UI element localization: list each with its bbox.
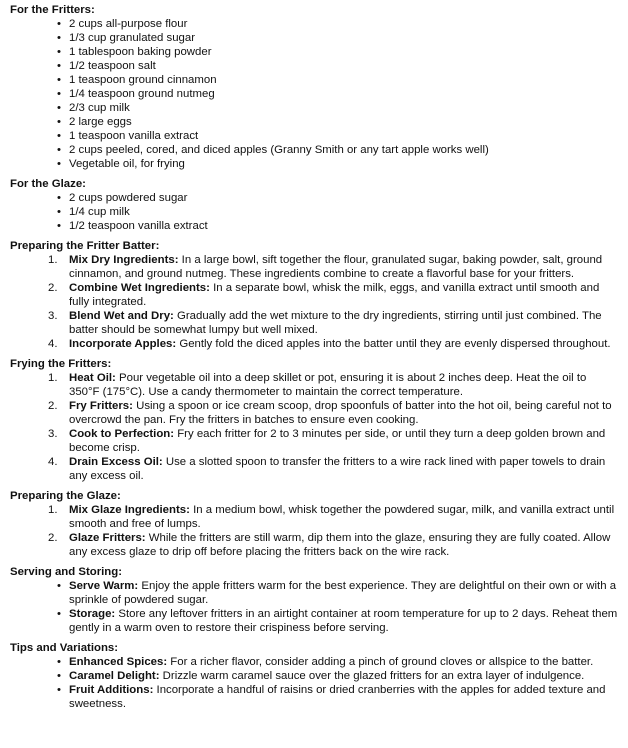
step-list bbox=[10, 371, 618, 483]
ingredient-list bbox=[10, 17, 618, 171]
bullet-icon: • bbox=[57, 60, 61, 72]
list-item: • Caramel Delight: Drizzle warm caramel sauce over the glazed fritters for an extra layer of indulgence. bbox=[57, 670, 585, 682]
list-item: • 1/4 cup milk bbox=[57, 206, 130, 218]
bullet-icon: • bbox=[57, 220, 61, 232]
bullet-icon: • bbox=[57, 102, 61, 114]
list-item: • Storage: Store any leftover fritters in an airtight container at room temperature for up to 2 days. Reheat them gently in a warm oven to restore their crispiness before serving. bbox=[57, 608, 618, 634]
list-item: 3. Blend Wet and Dry: Gradually add the wet mixture to the dry ingredients, stirring until just combined. The batter should be somewhat lumpy but well mixed. bbox=[48, 310, 602, 336]
list-item: • 1 tablespoon baking powder bbox=[57, 46, 212, 58]
bullet-icon: • bbox=[57, 192, 61, 204]
section-heading: Frying the Fritters: bbox=[10, 358, 112, 370]
bullet-icon: • bbox=[57, 88, 61, 100]
list-item: • Fruit Additions: Incorporate a handful of raisins or dried cranberries with the apples for added texture and sweetness. bbox=[57, 684, 606, 710]
section-frying bbox=[10, 357, 618, 483]
bullet-icon: • bbox=[57, 158, 61, 170]
bullet-icon: • bbox=[57, 684, 61, 696]
section-fritters bbox=[10, 3, 618, 171]
bullet-icon: • bbox=[57, 46, 61, 58]
section-serving bbox=[10, 565, 618, 635]
bullet-icon: • bbox=[57, 144, 61, 156]
list-item: 3. Cook to Perfection: Fry each fritter for 2 to 3 minutes per side, or until they turn a deep golden brown and become crisp. bbox=[48, 428, 606, 454]
bullet-icon: • bbox=[57, 116, 61, 128]
bullet-icon: • bbox=[57, 580, 61, 592]
section-tips bbox=[10, 641, 618, 711]
section-batter bbox=[10, 239, 618, 351]
list-item: • Enhanced Spices: For a richer flavor, consider adding a pinch of ground cloves or allspice to the batter. bbox=[57, 656, 594, 668]
step-list bbox=[10, 503, 618, 559]
list-item: • 1/4 teaspoon ground nutmeg bbox=[57, 88, 215, 100]
bullet-icon: • bbox=[57, 130, 61, 142]
ingredient-list bbox=[10, 191, 618, 233]
list-item: • Vegetable oil, for frying bbox=[57, 158, 185, 170]
section-heading: Preparing the Fritter Batter: bbox=[10, 240, 160, 252]
list-item: • 2 cups all-purpose flour bbox=[57, 18, 188, 30]
list-item: 1. Heat Oil: Pour vegetable oil into a deep skillet or pot, ensuring it is about 2 inches deep. Heat the oil to 350°F (175°C). Use a candy thermometer to maintain the correct temperature. bbox=[48, 372, 587, 398]
list-item: • 1 teaspoon vanilla extract bbox=[57, 130, 199, 142]
list-item: 2. Fry Fritters: Using a spoon or ice cream scoop, drop spoonfuls of batter into the hot oil, being careful not to overcrowd the pan. Fry the fritters in batches to ensure even cooking. bbox=[48, 400, 612, 426]
list-item: • 1 teaspoon ground cinnamon bbox=[57, 74, 217, 86]
step-list bbox=[10, 253, 618, 351]
list-item: • 1/2 teaspoon vanilla extract bbox=[57, 220, 208, 232]
bullet-icon: • bbox=[57, 32, 61, 44]
tip-list bbox=[10, 579, 618, 635]
bullet-icon: • bbox=[57, 18, 61, 30]
section-heading: Serving and Storing: bbox=[10, 566, 123, 578]
section-preparing-glaze bbox=[10, 489, 618, 559]
list-item: 2. Combine Wet Ingredients: In a separate bowl, whisk the milk, eggs, and vanilla extract until smooth and fully integrated. bbox=[48, 282, 600, 308]
bullet-icon: • bbox=[57, 670, 61, 682]
list-item: 4. Incorporate Apples: Gently fold the diced apples into the batter until they are evenly dispersed throughout. bbox=[48, 338, 611, 350]
bullet-icon: • bbox=[57, 206, 61, 218]
bullet-icon: • bbox=[57, 74, 61, 86]
section-glaze bbox=[10, 177, 618, 233]
bullet-icon: • bbox=[57, 608, 61, 620]
list-item: • Serve Warm: Enjoy the apple fritters warm for the best experience. They are delightful on their own or with a sprinkle of powdered sugar. bbox=[57, 580, 617, 606]
list-item: 1. Mix Dry Ingredients: In a large bowl, sift together the flour, granulated sugar, baking powder, salt, ground cinnamon, and ground nutmeg. These ingredients combine to create a flavorful base for your fritters. bbox=[48, 254, 603, 280]
list-item: • 1/2 teaspoon salt bbox=[57, 60, 156, 72]
list-item: 4. Drain Excess Oil: Use a slotted spoon to transfer the fritters to a wire rack lined with paper towels to drain any excess oil. bbox=[48, 456, 606, 482]
section-heading: Preparing the Glaze: bbox=[10, 490, 121, 502]
list-item: • 2 cups peeled, cored, and diced apples (Granny Smith or any tart apple works well) bbox=[57, 144, 489, 156]
list-item: • 2/3 cup milk bbox=[57, 102, 130, 114]
list-item: • 2 cups powdered sugar bbox=[57, 192, 188, 204]
bullet-icon: • bbox=[57, 656, 61, 668]
list-item: • 1/3 cup granulated sugar bbox=[57, 32, 196, 44]
list-item: 2. Glaze Fritters: While the fritters are still warm, dip them into the glaze, ensuring they are fully coated. Allow any excess glaze to drip off before placing the fritters back on the wire rack. bbox=[48, 532, 611, 558]
list-item: 1. Mix Glaze Ingredients: In a medium bowl, whisk together the powdered sugar, milk, and vanilla extract until smooth and free of lumps. bbox=[48, 504, 615, 530]
tip-list bbox=[10, 655, 618, 711]
section-heading: Tips and Variations: bbox=[10, 642, 119, 654]
section-heading: For the Glaze: bbox=[10, 178, 86, 190]
section-heading: For the Fritters: bbox=[10, 4, 95, 16]
list-item: • 2 large eggs bbox=[57, 116, 132, 128]
